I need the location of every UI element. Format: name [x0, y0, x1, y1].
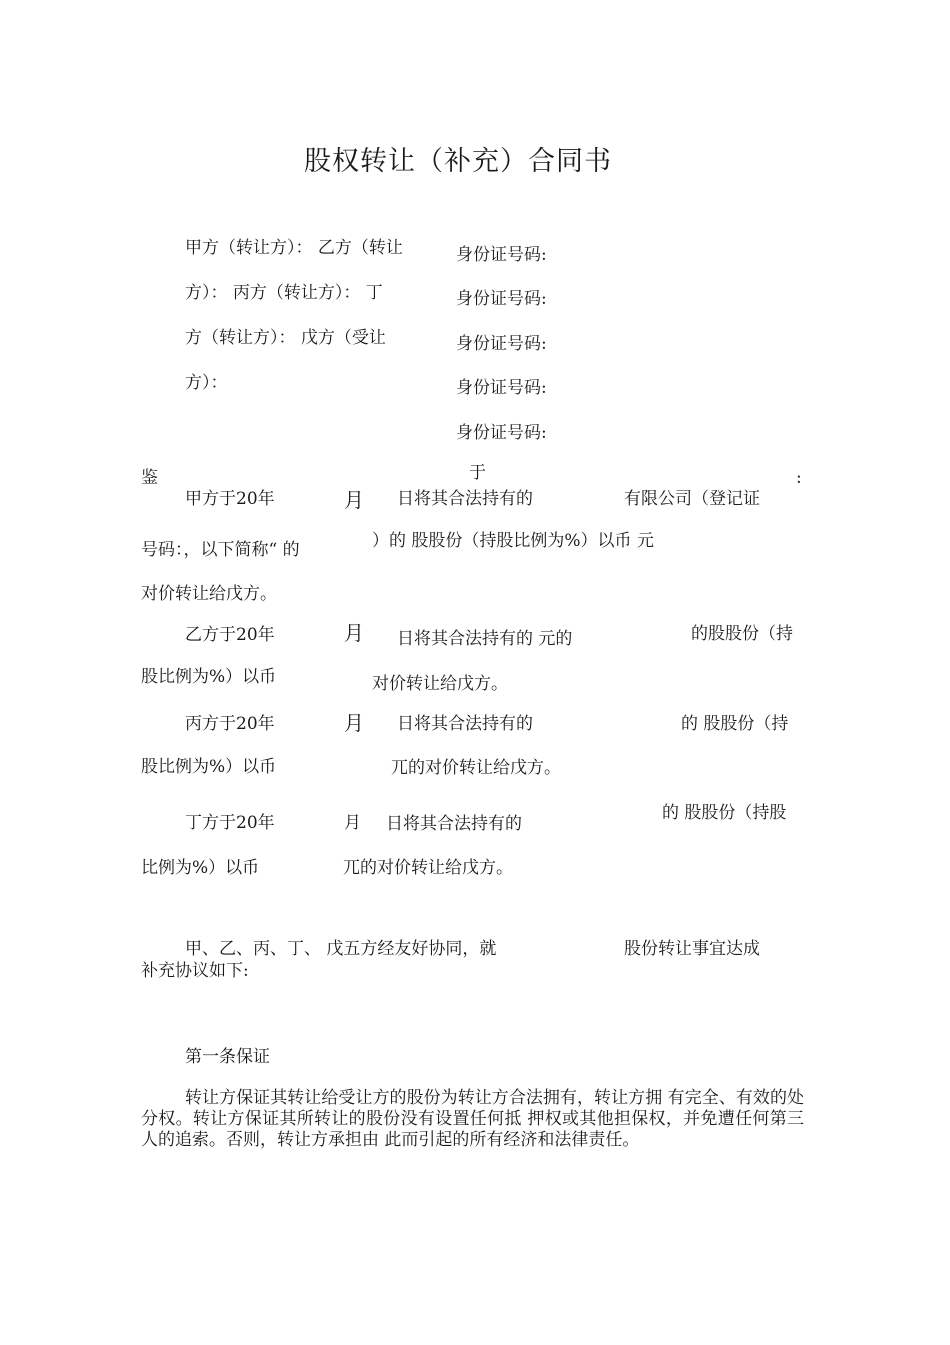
- yi-line1-end: 的股股份（持: [691, 624, 793, 644]
- party-line-2: 方）： 丙方（转让方）： 丁: [185, 283, 383, 303]
- jia-line1-end: 有限公司（登记证: [624, 489, 760, 509]
- whereas-jian: 鉴: [141, 468, 158, 488]
- document-title: 股权转让（补充）合同书: [304, 146, 612, 177]
- whereas-colon: :: [796, 468, 802, 488]
- yi-line2-start: 股比例为%）以币: [141, 667, 277, 687]
- jia-month: 月: [344, 488, 364, 512]
- ding-month: 月: [344, 813, 361, 833]
- jia-line2-start: 号码：，以下简称“ 的: [141, 540, 300, 560]
- party-line-4: 方）：: [185, 373, 228, 393]
- id-number-label: 身份证号码:: [456, 334, 547, 354]
- bing-month: 月: [344, 711, 364, 735]
- yi-line1-mid: 日将其合法持有的 元的: [397, 629, 573, 649]
- ding-line2-end: 兀的对价转让给戊方。: [343, 858, 513, 878]
- id-number-label: 身份证号码:: [456, 245, 547, 265]
- jia-line1-mid: 日将其合法持有的: [397, 489, 533, 509]
- whereas-yu: 于: [469, 463, 486, 483]
- agreement-line1-end: 股份转让事宜达成: [624, 939, 760, 959]
- id-number-label: 身份证号码:: [456, 289, 547, 309]
- bing-line1-mid: 日将其合法持有的: [397, 714, 533, 734]
- bing-line2-end: 兀的对价转让给戊方。: [391, 758, 561, 778]
- ding-line1-end: 的 股股份（持股: [662, 803, 787, 823]
- yi-line1-start: 乙方于20年: [185, 625, 275, 645]
- ding-line2-start: 比例为%）以币: [141, 858, 260, 878]
- ding-line1-start: 丁方于20年: [185, 813, 275, 833]
- agreement-line1-start: 甲、乙、丙、丁、 戊五方经友好协同，就: [185, 939, 497, 959]
- party-line-1: 甲方（转让方）： 乙方（转让: [185, 238, 403, 258]
- bing-line1-end: 的 股股份（持: [681, 714, 789, 734]
- jia-line2-end: ）的 股股份（持股比例为%）以币 元: [372, 531, 654, 551]
- jia-line1-start: 甲方于20年: [185, 489, 275, 509]
- ding-line1-mid: 日将其合法持有的: [386, 814, 522, 834]
- article-heading: 第一条保证: [185, 1047, 270, 1067]
- id-number-label: 身份证号码:: [456, 423, 547, 443]
- bing-line2-start: 股比例为%）以币: [141, 757, 277, 777]
- yi-month: 月: [344, 621, 364, 645]
- bing-line1-start: 丙方于20年: [185, 714, 275, 734]
- party-line-3: 方（转让方）： 戊方（受让: [185, 328, 386, 348]
- id-number-label: 身份证号码:: [456, 378, 547, 398]
- agreement-line2: 补充协议如下:: [141, 961, 249, 981]
- yi-line2-end: 对价转让给戊方。: [372, 674, 508, 694]
- jia-line3: 对价转让给戊方。: [141, 584, 277, 604]
- article-body: 转让方保证其转让给受让方的股份为转让方合法拥有，转让方拥 有完全、有效的处分权。转让方保证其所转让的股份没有设置任何抵 押权或其他担保权，并免遭任何第三人的追索。否则，转让方承担由 此而引起的所有经济和法律责任。: [141, 1088, 804, 1150]
